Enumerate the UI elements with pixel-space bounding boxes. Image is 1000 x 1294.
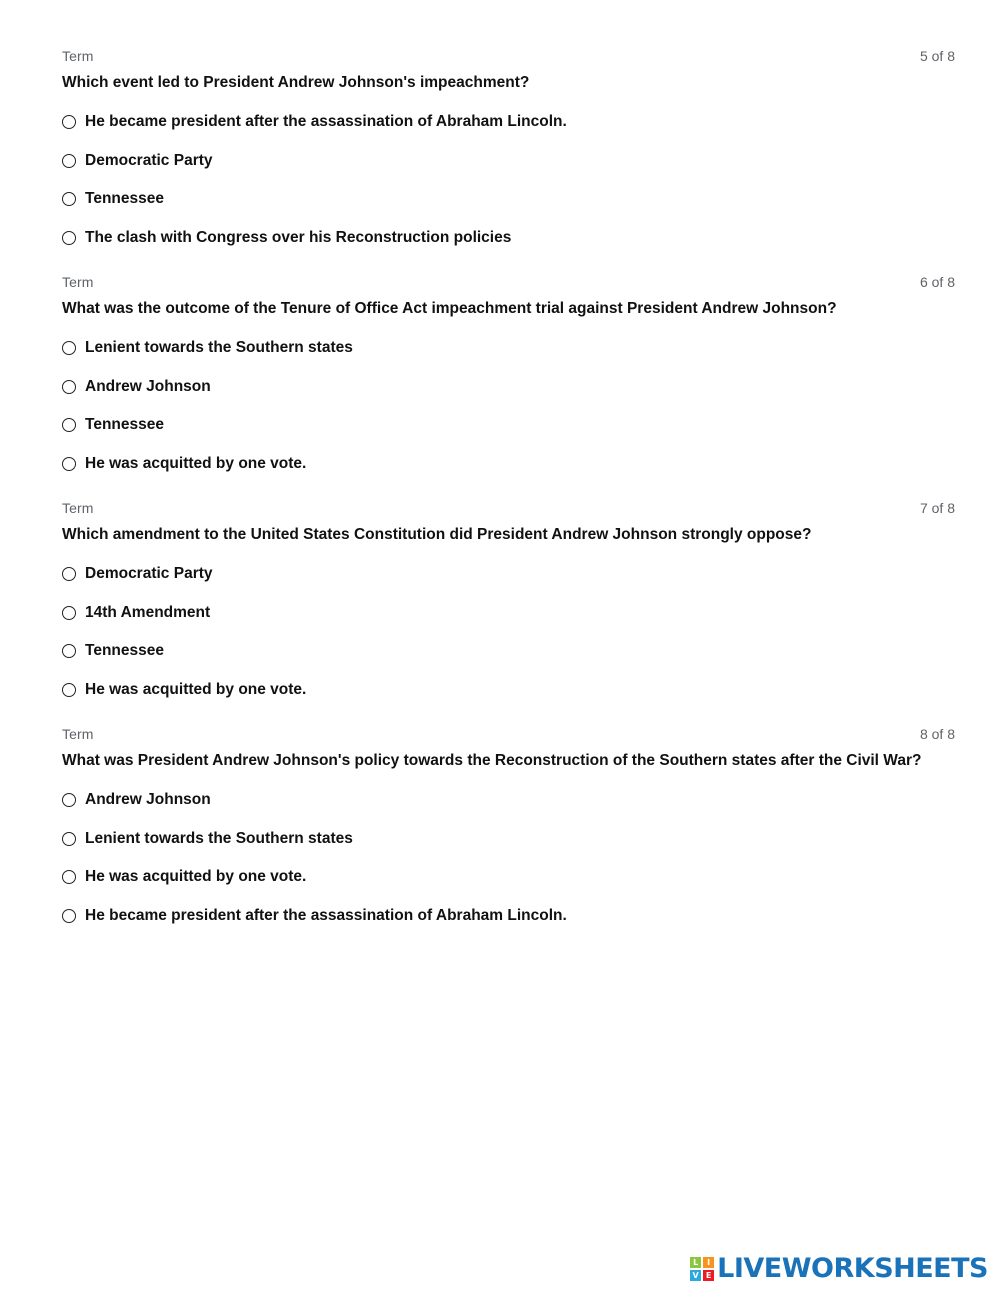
answer-option[interactable] bbox=[62, 781, 955, 820]
question-card bbox=[62, 46, 955, 272]
answer-option[interactable] bbox=[62, 594, 955, 633]
question-card bbox=[62, 724, 955, 950]
option-label: He became president after the assassination of Abraham Lincoln. bbox=[85, 907, 567, 925]
answer-option[interactable] bbox=[62, 897, 955, 936]
question-counter: 8 of 8 bbox=[919, 726, 955, 742]
answer-option[interactable] bbox=[62, 180, 955, 219]
option-label: He became president after the assassination of Abraham Lincoln. bbox=[85, 113, 567, 131]
radio-button[interactable] bbox=[62, 683, 76, 697]
answer-option[interactable] bbox=[62, 406, 955, 445]
answer-option[interactable] bbox=[62, 858, 955, 897]
option-label: He was acquitted by one vote. bbox=[85, 455, 307, 473]
radio-button[interactable] bbox=[62, 793, 76, 807]
answer-option[interactable] bbox=[62, 445, 955, 484]
logo-letter: I bbox=[703, 1257, 714, 1268]
options-list bbox=[62, 781, 955, 935]
question-text: Which event led to President Andrew Johnson's impeachment? bbox=[62, 74, 530, 91]
radio-button[interactable] bbox=[62, 606, 76, 620]
logo-letter: V bbox=[690, 1270, 701, 1281]
options-list bbox=[62, 329, 955, 483]
answer-option[interactable] bbox=[62, 219, 955, 258]
radio-button[interactable] bbox=[62, 115, 76, 129]
radio-button[interactable] bbox=[62, 644, 76, 658]
answer-option[interactable] bbox=[62, 142, 955, 181]
radio-button[interactable] bbox=[62, 341, 76, 355]
term-label: Term bbox=[62, 726, 94, 742]
option-label: Tennessee bbox=[85, 642, 164, 660]
question-header bbox=[62, 498, 955, 518]
question-counter: 7 of 8 bbox=[919, 500, 955, 516]
radio-button[interactable] bbox=[62, 870, 76, 884]
logo-letter: L bbox=[690, 1257, 701, 1268]
question-counter: 6 of 8 bbox=[919, 274, 955, 290]
answer-option[interactable] bbox=[62, 555, 955, 594]
radio-button[interactable] bbox=[62, 380, 76, 394]
radio-button[interactable] bbox=[62, 457, 76, 471]
question-header bbox=[62, 46, 955, 66]
answer-option[interactable] bbox=[62, 820, 955, 859]
option-label: Democratic Party bbox=[85, 565, 213, 583]
radio-button[interactable] bbox=[62, 832, 76, 846]
quiz-container bbox=[62, 46, 955, 950]
liveworksheets-icon bbox=[690, 1257, 714, 1281]
option-label: Andrew Johnson bbox=[85, 791, 211, 809]
logo-letter: E bbox=[703, 1270, 714, 1281]
option-label: The clash with Congress over his Reconstruction policies bbox=[85, 229, 512, 247]
term-label: Term bbox=[62, 274, 94, 290]
question-text: What was the outcome of the Tenure of Office Act impeachment trial against President Andrew Johnson? bbox=[62, 300, 837, 317]
question-text: Which amendment to the United States Constitution did President Andrew Johnson strongly oppose? bbox=[62, 526, 812, 543]
brand-name: LIVEWORKSHEETS bbox=[717, 1253, 988, 1284]
question-header bbox=[62, 724, 955, 744]
option-label: He was acquitted by one vote. bbox=[85, 868, 307, 886]
options-list bbox=[62, 555, 955, 709]
radio-button[interactable] bbox=[62, 909, 76, 923]
answer-option[interactable] bbox=[62, 103, 955, 142]
option-label: Tennessee bbox=[85, 416, 164, 434]
question-card bbox=[62, 498, 955, 724]
option-label: Andrew Johnson bbox=[85, 377, 211, 395]
options-list bbox=[62, 103, 955, 257]
liveworksheets-logo bbox=[690, 1253, 988, 1284]
option-label: 14th Amendment bbox=[85, 603, 211, 621]
radio-button[interactable] bbox=[62, 418, 76, 432]
answer-option[interactable] bbox=[62, 329, 955, 368]
answer-option[interactable] bbox=[62, 368, 955, 407]
answer-option[interactable] bbox=[62, 671, 955, 710]
option-label: Lenient towards the Southern states bbox=[85, 339, 353, 357]
question-card bbox=[62, 272, 955, 498]
radio-button[interactable] bbox=[62, 154, 76, 168]
radio-button[interactable] bbox=[62, 192, 76, 206]
term-label: Term bbox=[62, 500, 94, 516]
option-label: He was acquitted by one vote. bbox=[85, 681, 307, 699]
question-text: What was President Andrew Johnson's policy towards the Reconstruction of the Southern states after the Civil War? bbox=[62, 752, 922, 769]
term-label: Term bbox=[62, 48, 94, 64]
option-label: Democratic Party bbox=[85, 151, 213, 169]
option-label: Lenient towards the Southern states bbox=[85, 829, 353, 847]
question-counter: 5 of 8 bbox=[919, 48, 955, 64]
answer-option[interactable] bbox=[62, 632, 955, 671]
question-header bbox=[62, 272, 955, 292]
option-label: Tennessee bbox=[85, 190, 164, 208]
radio-button[interactable] bbox=[62, 567, 76, 581]
radio-button[interactable] bbox=[62, 231, 76, 245]
